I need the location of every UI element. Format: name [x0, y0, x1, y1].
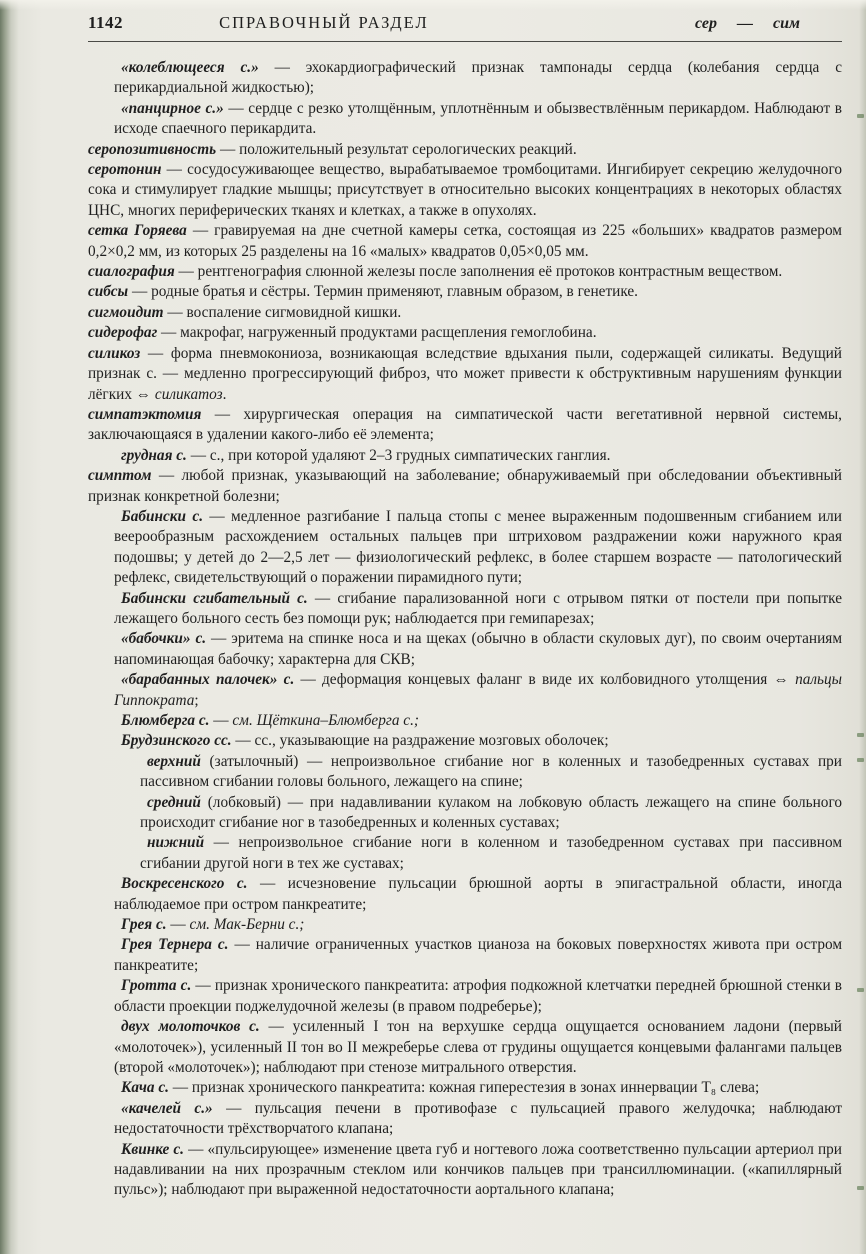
entry-text: — воспаление сигмовидной кишки. [163, 303, 402, 321]
entry-term: Грея с. [121, 916, 167, 934]
entry-text: . [222, 385, 227, 403]
dictionary-entry [114, 1099, 842, 1140]
entry-text: — сердце с резко утолщённым, уплотнённым и обызвествлённым перикардом. Наблюдают в исходе спаечного перикардита. [114, 99, 843, 138]
dictionary-entry [114, 915, 842, 935]
entry-text: — родные братья и сёстры. Термин применяют, главным образом, в генетике. [128, 283, 638, 301]
entry-text: (затылочный) — непроизвольное сгибание ног в коленных и тазобедренных суставах при пассивном сгибании головы больного, лежащего на спине; [140, 752, 842, 791]
dictionary-entry [114, 589, 842, 630]
entry-term: серопозитивность [88, 140, 217, 158]
page-header [88, 12, 842, 35]
dictionary-entry [88, 405, 842, 446]
entry-term: средний [147, 793, 201, 811]
entry-text: — макрофаг, нагруженный продуктами расщепления гемоглобина. [157, 324, 597, 342]
entry-text: см. Мак-Берни с.; [189, 916, 305, 934]
entries-list [88, 58, 842, 1201]
entry-text: — [209, 712, 233, 729]
entry-text: — с., при которой удаляют 2–3 грудных симпатических ганглия. [186, 446, 611, 464]
scan-artifact [857, 988, 864, 992]
entry-text: — положительный результат серологических реакций. [216, 140, 577, 158]
entry-term: Брудзинского сс. [121, 732, 232, 750]
entry-term: «качелей с.» [121, 1099, 213, 1117]
entry-text: — сосудосуживающее вещество, вырабатываемое тромбоцитами. Ингибирует секрецию желудочного сока и стимулирует гладкие мышцы; присутствует в относительно высоких концентрациях в некоторых областях ЦНС, многих периферических тканях и клетках, а также в опухолях. [88, 161, 842, 219]
entry-term: сидерофаг [88, 324, 158, 342]
entry-term: «барабанных палочек» с. [121, 671, 295, 689]
scan-artifact [857, 733, 864, 737]
entry-term: сиалография [88, 263, 175, 281]
entry-text: см. Щёткина–Блюмберга с.; [232, 712, 420, 729]
entry-term: нижний [147, 834, 205, 852]
entry-term: Бабински сгибательный с. [121, 589, 308, 607]
entry-text: — деформация концевых фаланг в виде их колбовидного утолщения ⇔ [294, 671, 796, 689]
scan-artifact [857, 114, 864, 118]
entry-text: — рентгенография слюнной железы после заполнения её протоков контрастным веществом. [174, 263, 783, 281]
dictionary-entry [88, 282, 842, 302]
entry-term: Гротта с. [121, 977, 192, 995]
entry-text: — пульсация печени в противофазе с пульсацией правого желудочка; наблюдают недостаточности трёхстворчатого клапана; [114, 1099, 843, 1138]
entry-text: — сгибание парализованной ноги с отрывом пятки от постели при попытке лежащего больного сесть без помощи рук; наблюдается при гемипарезах; [114, 589, 842, 627]
dictionary-entry [88, 323, 842, 343]
entry-text: — признак хронического панкреатита: кожная гиперестезия в зонах иннервации Т₈ слева; [168, 1079, 760, 1097]
dictionary-entry [140, 833, 842, 874]
dictionary-entry [114, 1140, 842, 1201]
dictionary-entry [114, 1078, 842, 1098]
entry-text: силикатоз [154, 385, 223, 403]
entry-term: сибсы [88, 283, 129, 301]
entry-text: — [166, 916, 190, 934]
entry-text: — сс., указывающие на раздражение мозговых оболочек; [231, 732, 609, 750]
dictionary-entry [114, 446, 842, 466]
entry-range-dash: — [737, 15, 754, 32]
entry-term: «панцирное с.» [121, 99, 224, 117]
entry-text: — эритема на спинке носа и на щеках (обычно в области скуловых дуг), по своим очертаниям напоминающая бабочку; характерна для СКВ; [114, 630, 842, 668]
entry-term: Воскресенского с. [121, 875, 248, 893]
dictionary-entry [88, 262, 842, 282]
entry-text: — гравируемая на дне счетной камеры сетка, состоящая из 225 «больших» квадратов размером 0,2×0,2 мм, из которых 25 разделены на 16 «малых» квадратов 0,05×0,05 мм. [88, 222, 842, 260]
entry-text: ; [194, 691, 199, 709]
dictionary-entry [114, 731, 842, 751]
dictionary-entry [114, 935, 842, 976]
entry-text: пальцы Гиппократа [114, 671, 842, 709]
dictionary-entry [140, 793, 842, 834]
entry-term: «колеблющееся с.» [121, 59, 259, 76]
dictionary-entry [88, 303, 842, 323]
dictionary-entry [88, 160, 842, 221]
dictionary-entry [88, 221, 842, 262]
entry-term: Квинке с. [121, 1140, 184, 1158]
dictionary-entry [88, 140, 842, 160]
dictionary-entry [114, 58, 842, 99]
entry-term: серотонин [88, 161, 162, 179]
entry-text: — признак хронического панкреатита: атрофия подкожной клетчатки передней брюшной стенки в области проекции поджелудочной железы (в правом подреберье); [114, 977, 842, 1015]
dictionary-entry [140, 752, 842, 793]
entry-term: грудная с. [121, 446, 187, 464]
entry-term: Кача с. [121, 1079, 169, 1097]
entry-text: — любой признак, указывающий на заболевание; обнаруживаемый при обследовании объективный признак конкретной болезни; [88, 467, 842, 505]
entry-term: Бабински с. [121, 507, 204, 525]
entry-term: симптом [88, 467, 152, 485]
dictionary-entry [88, 344, 842, 405]
entry-text: — форма пневмокониоза, возникающая вследствие вдыхания пыли, содержащей силикаты. Ведущий признак с. — медленно прогрессирующий фиброз, что может привести к обструктивным нарушениям функции лёгких ⇔ [88, 344, 842, 403]
entry-range-end: сим [773, 15, 800, 32]
entry-term: сетка Горяева [88, 222, 187, 240]
dictionary-entry [114, 976, 842, 1017]
dictionary-entry [114, 1017, 842, 1078]
dictionary-entry [88, 466, 842, 507]
entry-text: — хирургическая операция на симпатической части вегетативной нервной системы, заключающаяся в удалении какого-либо её элемента; [88, 405, 842, 444]
entry-text: — усиленный I тон на верхушке сердца ощущается основанием ладони (первый «молоточек»), усиленный II тон во II межреберье слева от грудины ощущается концевыми фалангами пальцев (второй «молоточек»); наблюдают при стенозе митрального отверстия. [114, 1018, 842, 1076]
page-number: 1142 [88, 13, 124, 32]
entry-text: — «пульсирующее» изменение цвета губ и ногтевого ложа соответственно пульсации артериол при надавливании на них прозрачным стеклом или кончиков пальцев при трансиллюминации. («капиллярный пульс»); наблюдают при выраженной недостаточности аортального клапана; [114, 1140, 842, 1199]
entry-range [695, 13, 800, 35]
dictionary-entry [114, 507, 842, 589]
entry-text: — исчезновение пульсации брюшной аорты в эпигастральной области, иногда наблюдаемое при остром панкреатите; [114, 875, 842, 913]
entry-term: силикоз [88, 344, 141, 362]
entry-term: Грея Тернера с. [121, 936, 229, 954]
entry-text: — наличие ограниченных участков цианоза на боковых поверхностях живота при остром панкреатите; [114, 936, 843, 974]
entry-range-start: сер [695, 15, 718, 32]
entry-text: — медленное разгибание I пальца стопы с менее выраженным подошвенным сгибанием или веерообразным расхождением остальных пальцев при штриховом раздражении кожи наружного края подошвы; у детей до 2—2,5 лет — физиологический рефлекс, в более старшем возрасте — патологический рефлекс, свидетельствующий о поражении пирамидного пути; [114, 507, 842, 587]
dictionary-entry [114, 99, 842, 140]
entry-text: — эхокардиографический признак тампонады сердца (колебания сердца с перикардиальной жидкостью); [114, 59, 842, 97]
entry-term: сигмоидит [88, 303, 164, 321]
dictionary-entry [114, 874, 842, 915]
entry-term: Блюмберга с. [121, 712, 210, 729]
dictionary-entry [114, 629, 842, 670]
entry-text: — непроизвольное сгибание ноги в коленном и тазобедренном суставах при пассивном сгибании другой ноги в тех же суставах; [140, 834, 842, 872]
dictionary-entry [114, 670, 842, 711]
scan-artifact [857, 1186, 864, 1190]
section-title: СПРАВОЧНЫЙ РАЗДЕЛ [219, 13, 429, 32]
entry-term: верхний [147, 752, 201, 770]
header-rule [88, 41, 842, 42]
entry-term: двух молоточков с. [121, 1018, 260, 1036]
dictionary-entry [114, 711, 842, 731]
entry-text: (лобковый) — при надавливании кулаком на лобковую область лежащего на спине больного происходит сгибание ног в тазобедренных и коленных суставах; [140, 793, 842, 832]
entry-term: «бабочки» с. [121, 630, 207, 648]
scan-artifact [857, 758, 864, 762]
entry-term: симпатэктомия [88, 405, 202, 423]
